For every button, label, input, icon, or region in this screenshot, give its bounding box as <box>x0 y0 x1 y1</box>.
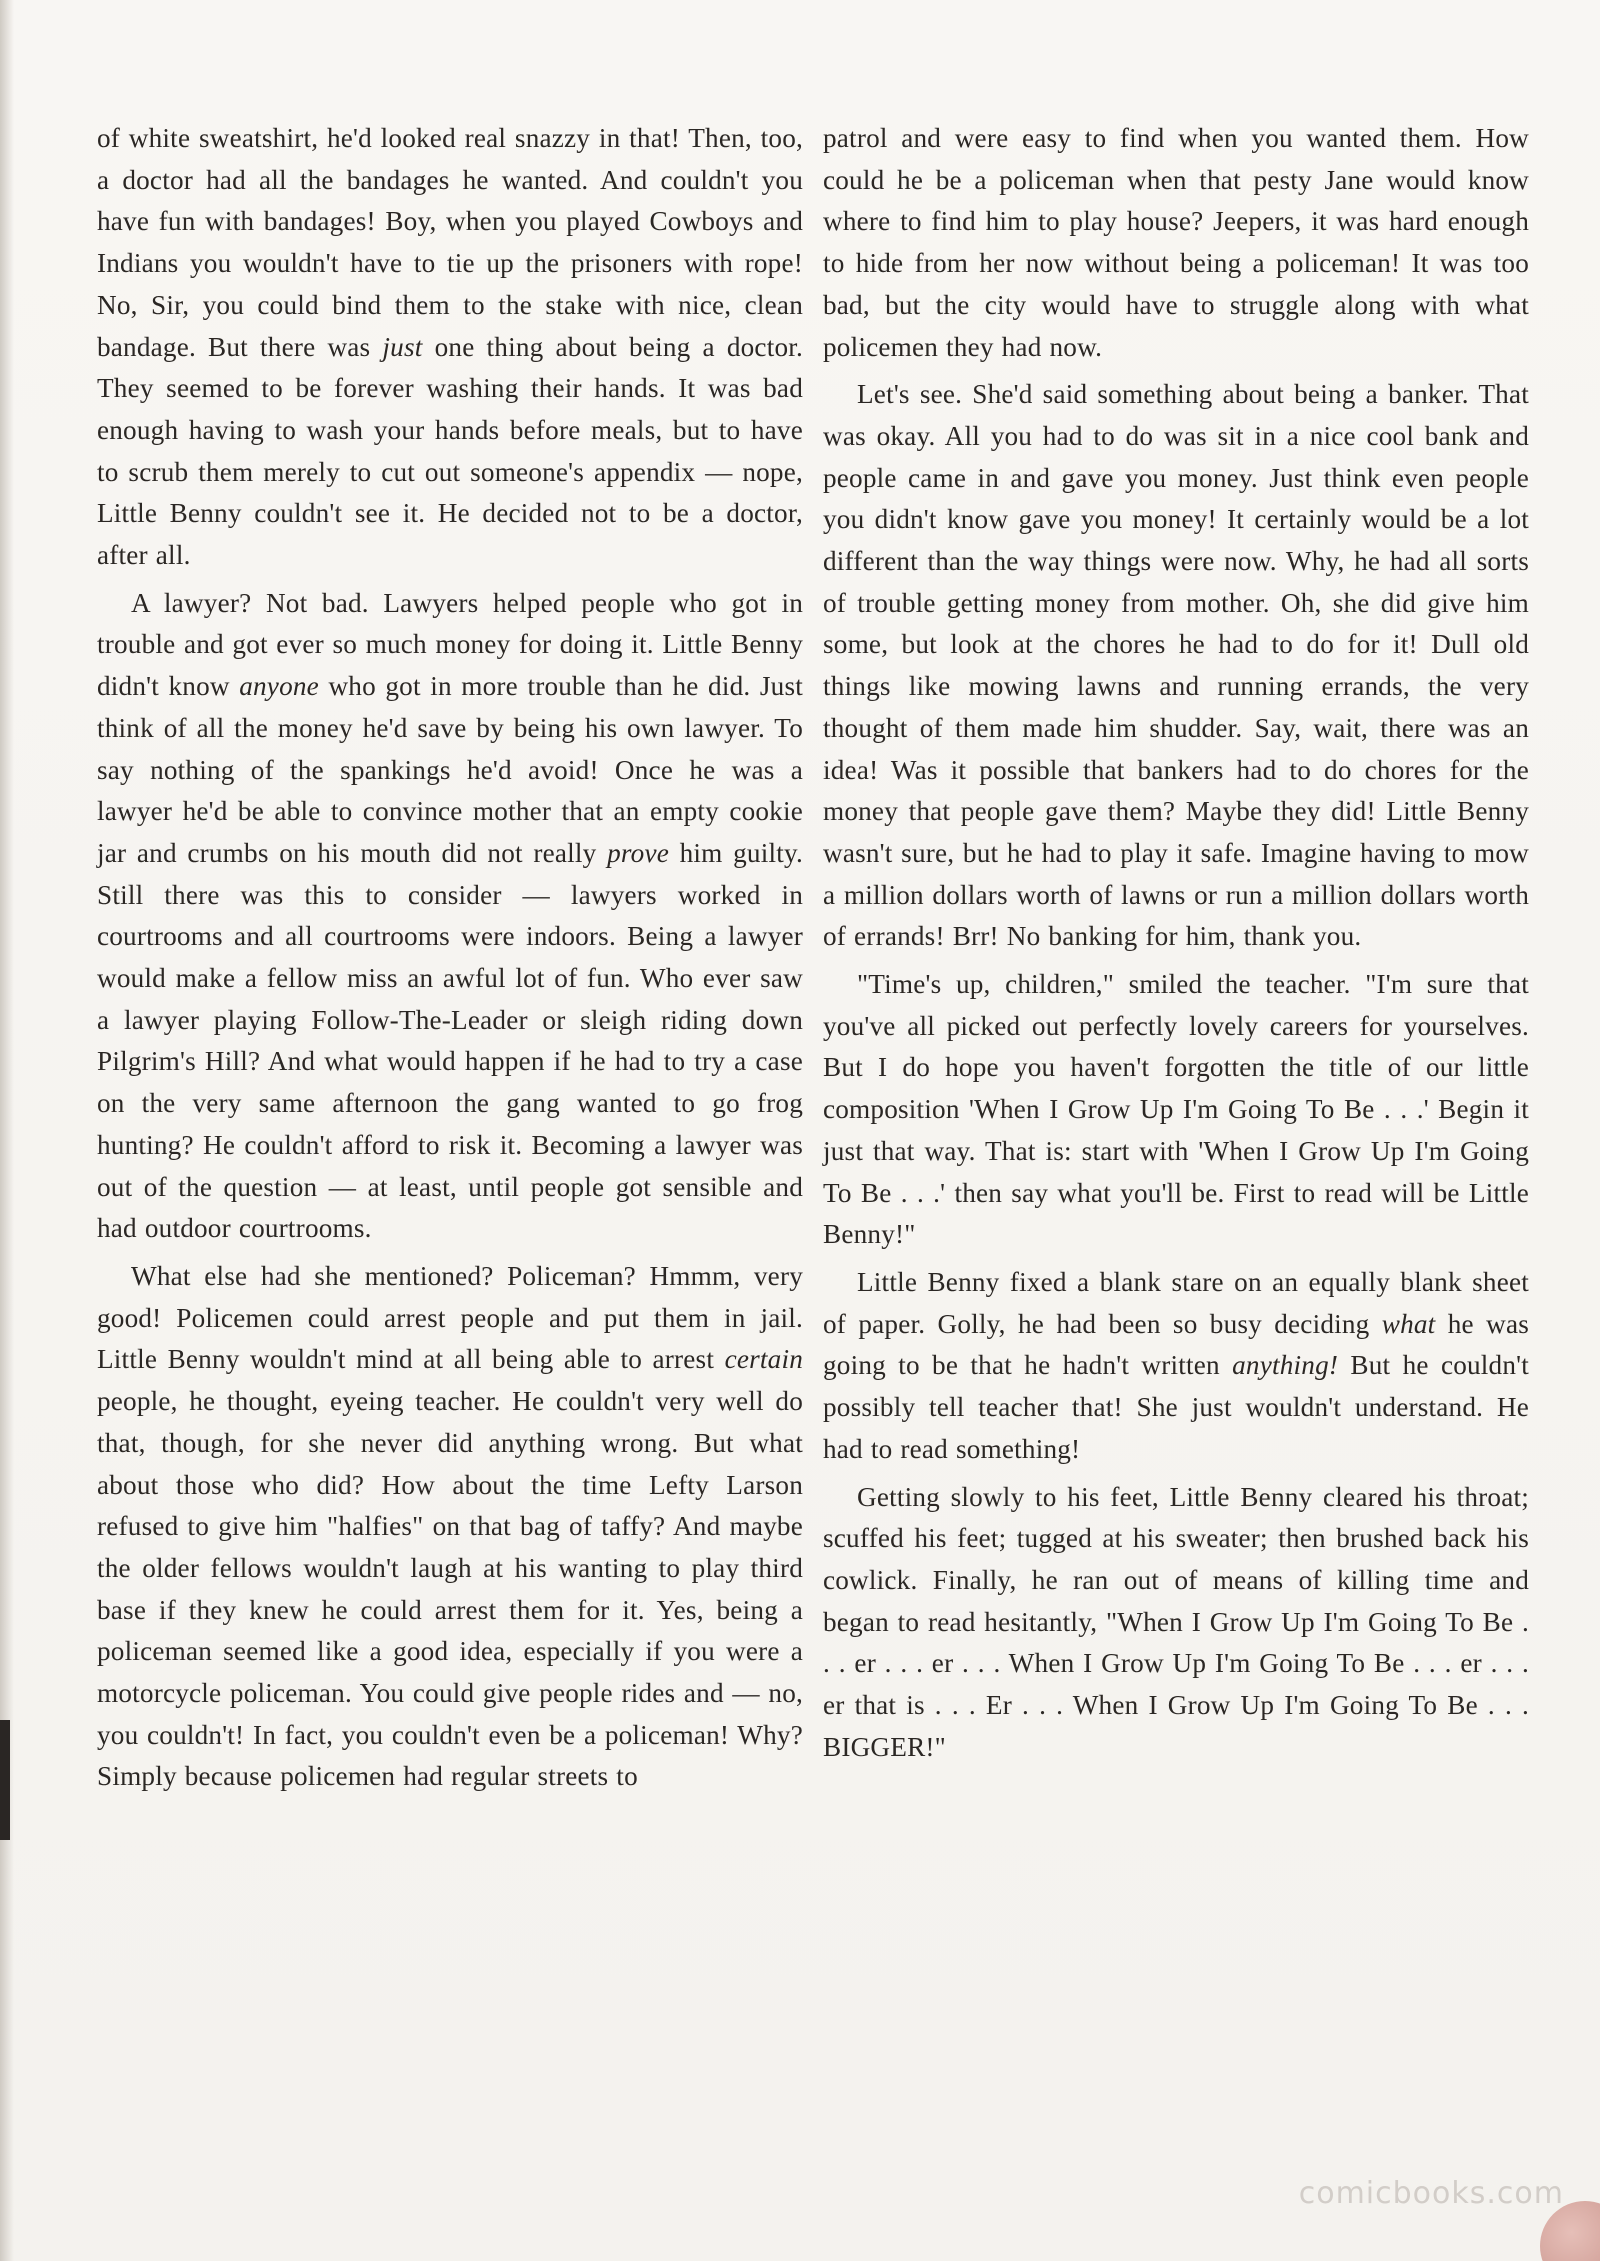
text-run: one thing about being a doctor. They seemed to be forever washing their hands. It was bad enough having to wash your hands before meals, but to have to scrub them merely to cut out someone's appendix — nope, Little Benny couldn't see it. He decided not to be a doctor, after all. <box>97 331 803 571</box>
text-run: But he couldn't possibly tell teacher that! She just wouldn't understand. He had to read something! <box>823 1350 1529 1464</box>
watermark: comicbooks.com <box>1298 2176 1564 2211</box>
text-run: him guilty. Still there was this to consider — lawyers worked in courtrooms and all courtrooms were indoors. Being a lawyer would make a fellow miss an awful lot of fun. Who ever saw a lawyer playing Follow-The-Leader or sleigh riding down Pilgrim's Hill? And what would happen if he had to try a case on the very same afternoon the gang wanted to go frog hunting? He couldn't afford to risk it. Becoming a lawyer was out of the question — at least, until people got sensible and had outdoor courtrooms. <box>97 837 803 1244</box>
text-run: people, he thought, eyeing teacher. He couldn't very well do that, though, for she never did anything wrong. But what about those who did? How about the time Lefty Larson refused to give him "halfies" on that bag of taffy? And maybe the older fellows wouldn't laugh at his wanting to play third base if they knew he could arrest them for it. Yes, being a policeman seemed like a good idea, especially if you were a motorcycle policeman. You could give people rides and — no, you couldn't! In fact, you couldn't even be a policeman! Why? Simply because policemen had regular streets to <box>97 1386 803 1792</box>
binding-mark <box>0 1720 10 1840</box>
paragraph <box>823 118 1529 368</box>
text-run: A lawyer? Not bad. Lawyers helped people who got in trouble and got ever so much money for doing it. Little Benny didn't know <box>97 587 803 702</box>
paragraph <box>97 583 803 1250</box>
paragraph <box>823 964 1529 1256</box>
paragraph <box>97 118 803 577</box>
italic-text: what <box>1381 1308 1436 1339</box>
italic-text: prove <box>607 837 669 868</box>
italic-text: anyone <box>239 671 319 702</box>
left-column <box>97 118 803 2128</box>
paragraph <box>823 1262 1529 1471</box>
text-run: What else had she mentioned? Policeman? Hmmm, very good! Policemen could arrest people and put them in jail. Little Benny wouldn't mind at all being able to arrest <box>97 1260 803 1375</box>
paragraph <box>823 1477 1529 1769</box>
text-run: he was going to be that he hadn't written <box>823 1308 1529 1381</box>
paragraph <box>823 374 1529 958</box>
text-run: patrol and were easy to find when you wanted them. How could he be a policeman when that pesty Jane would know where to find him to play house? Jeepers, it was hard enough to hide from her now without being a policeman! It was too bad, but the city would have to struggle along with what policemen they had now. <box>823 123 1529 362</box>
italic-text: certain <box>724 1344 803 1375</box>
text-run: Getting slowly to his feet, Little Benny cleared his throat; scuffed his feet; tugged at his sweater; then brushed back his cowlick. Finally, he ran out of means of killing time and began to read hesitantly, "When I Grow Up I'm Going To Be . . . er . . . er . . . When I Grow Up I'm Going To Be . . . er . . . er that is . . . Er . . . When I Grow Up I'm Going To Be . . . BIGGER!" <box>823 1481 1529 1762</box>
text-run: who got in more trouble than he did. Just think of all the money he'd save by being his own lawyer. To say nothing of the spankings he'd avoid! Once he was a lawyer he'd be able to convince mother that an empty cookie jar and crumbs on his mouth did not really <box>97 671 803 868</box>
italic-text: anything! <box>1232 1350 1339 1381</box>
paragraph <box>97 1256 803 1798</box>
article-body <box>97 118 1529 2128</box>
text-run: "Time's up, children," smiled the teacher. "I'm sure that you've all picked out perfectly lovely careers for yourselves. But I do hope you haven't forgotten the title of our little composition 'When I Grow Up I'm Going To Be . . .' Begin it just that way. That is: start with 'When I Grow Up I'm Going To Be . . .' then say what you'll be. First to read will be Little Benny!" <box>823 969 1529 1250</box>
text-run: of white sweatshirt, he'd looked real snazzy in that! Then, too, a doctor had all the bandages he wanted. And couldn't you have fun with bandages! Boy, when you played Cowboys and Indians you wouldn't have to tie up the prisoners with rope! No, Sir, you could bind them to the stake with nice, clean bandage. But there was <box>97 123 803 362</box>
text-run: Let's see. She'd said something about being a banker. That was okay. All you had to do was sit in a nice cool bank and people came in and gave you money. Just think even people you didn't know gave you money! It certainly would be a lot different than the way things were now. Why, he had all sorts of trouble getting money from mother. Oh, she did give him some, but look at the chores he had to do for it! Dull old things like mowing lawns and running errands, the very thought of them made him shudder. Say, wait, there was an idea! Was it possible that bankers had to do chores for the money that people gave them? Maybe they did! Little Benny wasn't sure, but he had to play it safe. Imagine having to mow a million dollars worth of lawns or run a million dollars worth of errands! Brr! No banking for him, thank you. <box>823 379 1529 952</box>
right-column <box>823 118 1529 2128</box>
binding-shadow <box>0 0 14 2261</box>
italic-text: just <box>382 331 423 362</box>
text-run: Little Benny fixed a blank stare on an equally blank sheet of paper. Golly, he had been so busy deciding <box>823 1266 1529 1339</box>
